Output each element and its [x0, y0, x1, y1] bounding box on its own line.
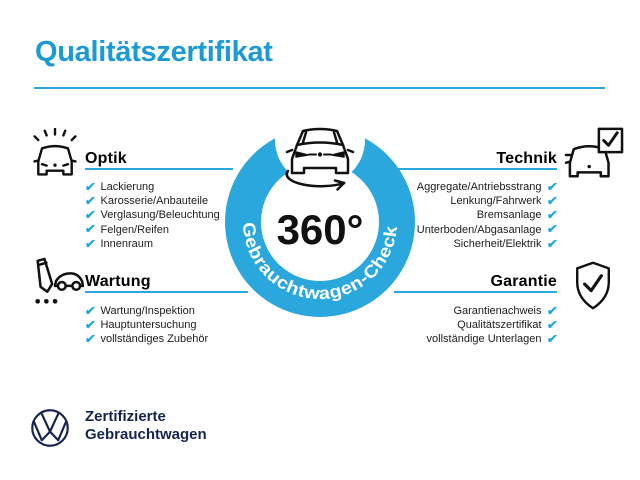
brand-claim	[85, 408, 207, 444]
list-item: ✔ Innenraum	[84, 236, 154, 251]
list-item: ✔ vollständiges Zubehör	[84, 332, 209, 347]
section-rule-garantie	[394, 291, 557, 293]
checklist-optik	[85, 180, 220, 251]
check-icon: ✔	[84, 318, 97, 333]
list-item: ✔ Verglasung/Beleuchtung	[84, 208, 220, 223]
vw-logo	[30, 408, 70, 448]
shield-check-icon	[569, 260, 617, 312]
brand-claim-line1: Zertifizierte	[85, 408, 166, 425]
check-icon: ✔	[84, 332, 97, 347]
check-icon: ✔	[84, 222, 97, 237]
title-divider	[34, 87, 605, 89]
section-title-wartung: Wartung	[85, 273, 151, 290]
check-icon: ✔	[545, 222, 558, 237]
list-item: Garantienachweis ✔	[453, 303, 558, 318]
ring-label: Gebrauchtwagen-Check	[238, 221, 401, 304]
list-item: Sicherheit/Elektrik ✔	[453, 236, 558, 251]
list-item: vollständige Unterlagen ✔	[426, 332, 558, 347]
list-item: Bremsanlage ✔	[476, 208, 558, 223]
checklist-wartung	[85, 304, 208, 347]
list-item: Unterboden/Abgasanlage ✔	[416, 222, 558, 237]
degrees-label: 360°	[276, 206, 364, 253]
list-item: ✔ Felgen/Reifen	[84, 222, 169, 237]
check-icon: ✔	[84, 236, 97, 251]
checklist-garantie	[427, 304, 557, 347]
list-item: ✔ Lackierung	[84, 179, 155, 194]
section-rule-technik	[397, 168, 557, 170]
check-icon: ✔	[545, 332, 558, 347]
check-icon: ✔	[84, 208, 97, 223]
list-item: Lenkung/Fahrwerk ✔	[450, 194, 558, 209]
car-checkbox-icon	[564, 126, 626, 182]
check-icon: ✔	[84, 179, 97, 194]
inspection-checklist-icon	[28, 256, 84, 310]
check-icon: ✔	[84, 194, 97, 209]
check-icon: ✔	[545, 179, 558, 194]
list-item: Aggregate/Antriebsstrang ✔	[416, 179, 558, 194]
check-icon: ✔	[545, 303, 558, 318]
section-rule-wartung	[85, 291, 248, 293]
section-rule-optik	[85, 168, 233, 170]
section-title-optik: Optik	[85, 150, 127, 167]
checklist-technik	[417, 180, 557, 251]
car-front-rays-icon	[28, 128, 82, 180]
list-item: ✔ Karosserie/Anbauteile	[84, 194, 209, 209]
section-title-technik: Technik	[496, 150, 557, 167]
check-icon: ✔	[545, 208, 558, 223]
check-icon: ✔	[545, 194, 558, 209]
check-icon: ✔	[84, 303, 97, 318]
badge-360-check	[225, 93, 415, 321]
page-title: Qualitätszertifikat	[35, 36, 273, 68]
list-item: ✔ Hauptuntersuchung	[84, 318, 197, 333]
check-icon: ✔	[545, 236, 558, 251]
check-icon: ✔	[545, 318, 558, 333]
list-item: Qualitätszertifikat ✔	[457, 318, 558, 333]
brand-claim-line2: Gebrauchtwagen	[85, 426, 207, 443]
list-item: ✔ Wartung/Inspektion	[84, 303, 195, 318]
section-title-garantie: Garantie	[490, 273, 557, 290]
